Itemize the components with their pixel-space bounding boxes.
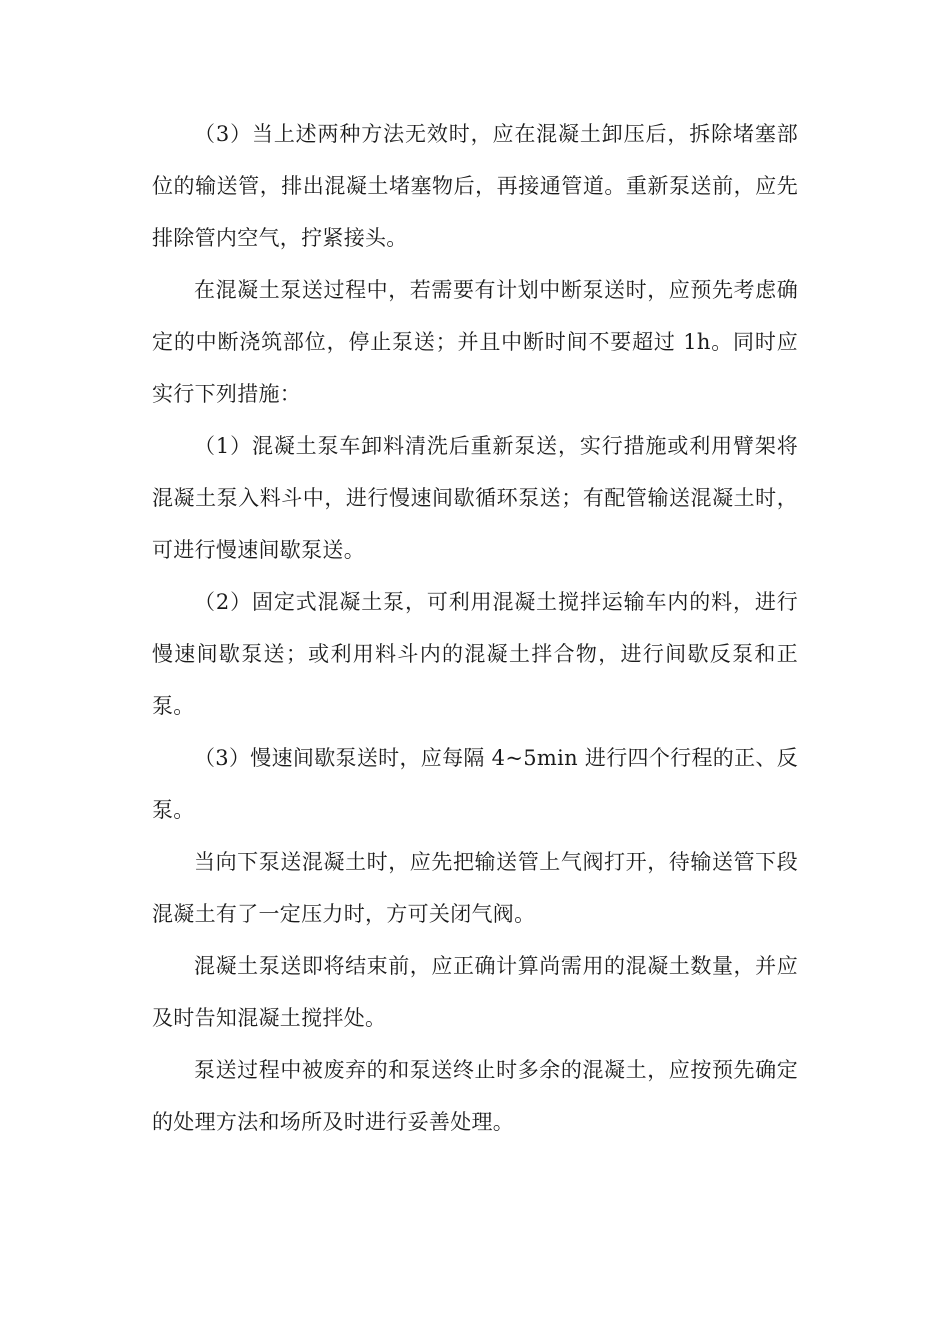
- paragraph-3: （1）混凝土泵车卸料清洗后重新泵送，实行措施或利用臂架将混凝土泵入料斗中，进行慢速间歇循环泵送；有配管输送混凝土时，可进行慢速间歇泵送。: [152, 434, 798, 562]
- paragraph-6: 当向下泵送混凝土时，应先把输送管上气阀打开，待输送管下段混凝土有了一定压力时，方可关闭气阀。: [152, 850, 798, 926]
- paragraph-2: 在混凝土泵送过程中，若需要有计划中断泵送时，应预先考虑确定的中断浇筑部位，停止泵送；并且中断时间不要超过 1h。同时应实行下列措施：: [152, 278, 798, 406]
- paragraph-4: （2）固定式混凝土泵，可利用混凝土搅拌运输车内的料，进行慢速间歇泵送；或利用料斗内的混凝土拌合物，进行间歇反泵和正泵。: [152, 590, 798, 718]
- paragraph-5: （3）慢速间歇泵送时，应每隔 4~5min 进行四个行程的正、反泵。: [152, 746, 798, 822]
- paragraph-8: 泵送过程中被废弃的和泵送终止时多余的混凝土，应按预先确定的处理方法和场所及时进行妥善处理。: [152, 1058, 798, 1134]
- paragraph-1: （3）当上述两种方法无效时，应在混凝土卸压后，拆除堵塞部位的输送管，排出混凝土堵塞物后，再接通管道。重新泵送前，应先排除管内空气，拧紧接头。: [152, 122, 798, 250]
- paragraph-7: 混凝土泵送即将结束前，应正确计算尚需用的混凝土数量，并应及时告知混凝土搅拌处。: [152, 954, 798, 1030]
- document-body: [152, 108, 798, 1148]
